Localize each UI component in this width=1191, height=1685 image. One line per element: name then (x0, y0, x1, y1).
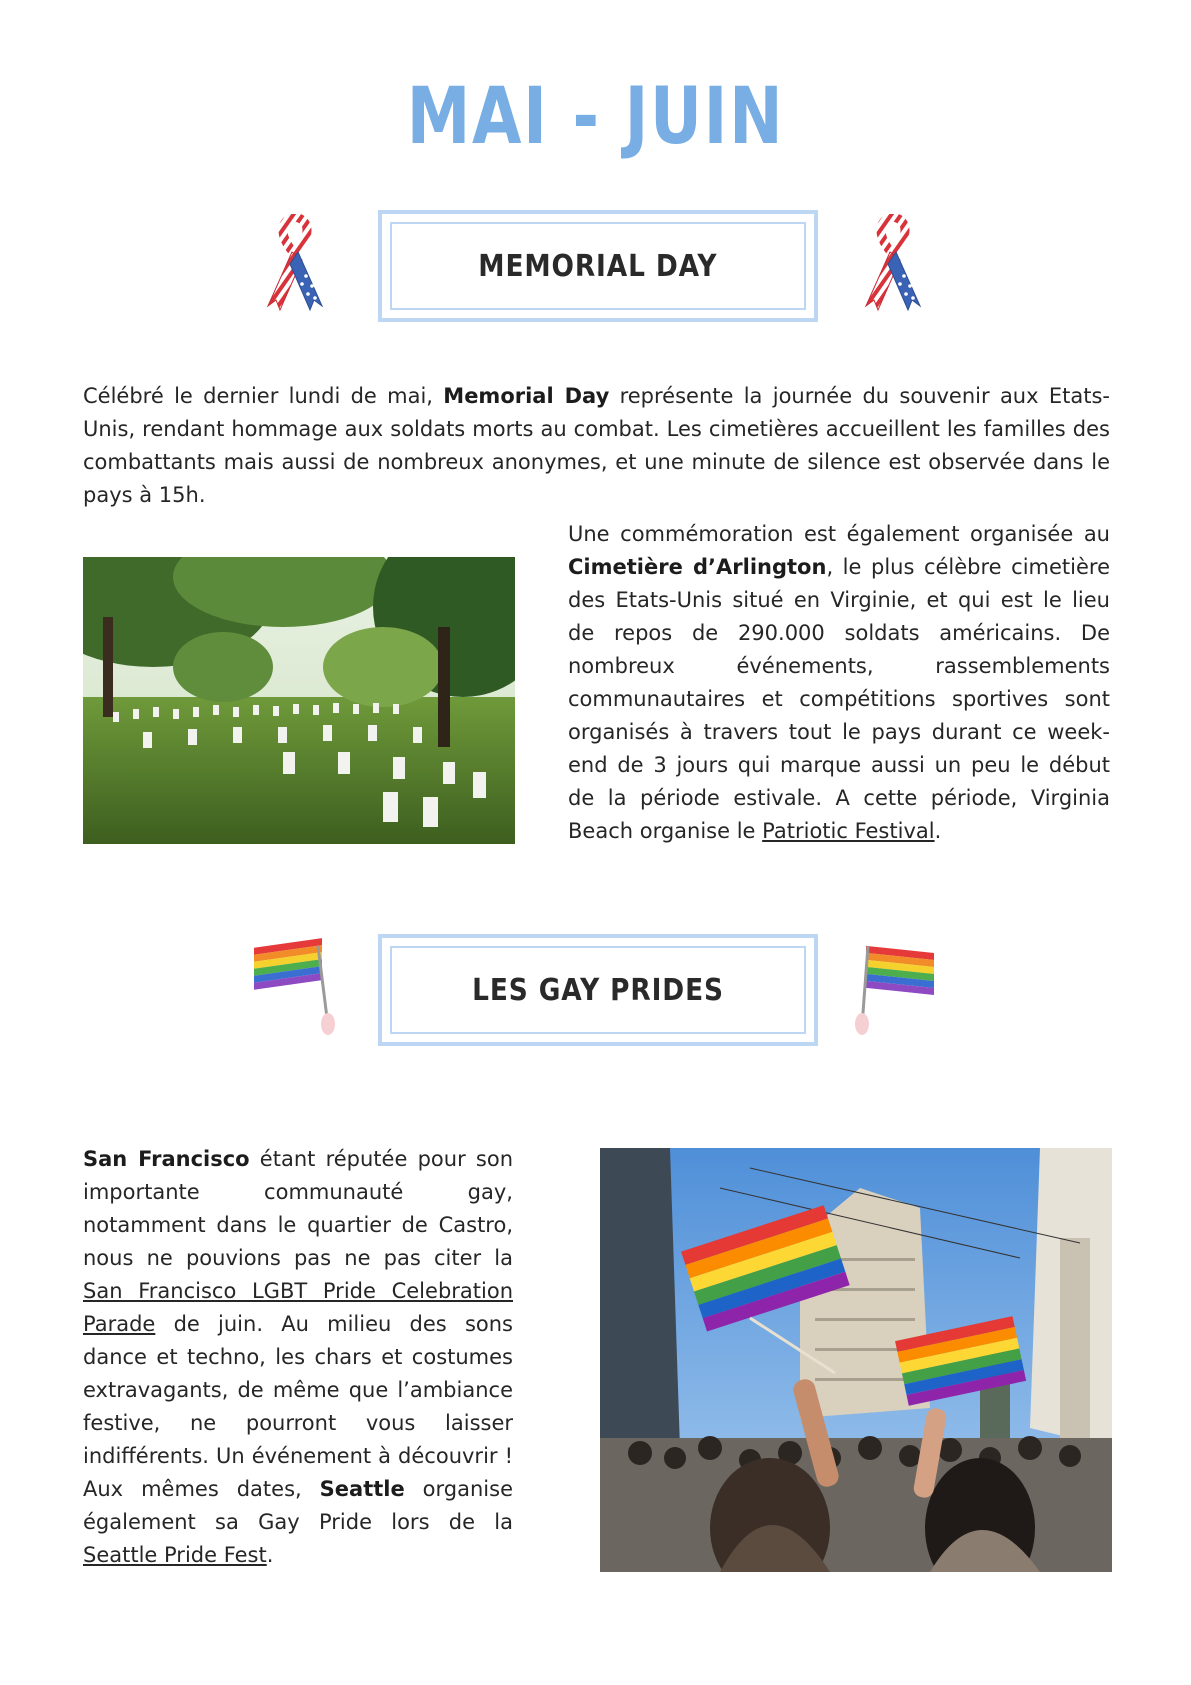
patriotic-festival-link[interactable]: Patriotic Festival (762, 819, 935, 843)
rainbow-flag-icon (848, 938, 938, 1038)
seattle-bold: Seattle (319, 1477, 405, 1501)
pride-parade-photo (600, 1148, 1112, 1572)
memorial-day-heading: MEMORIAL DAY (478, 248, 718, 284)
arlington-bold: Cimetière d’Arlington (568, 555, 827, 579)
ribbon-icon (860, 214, 926, 314)
seattle-pride-fest-link[interactable]: Seattle Pride Fest (83, 1543, 267, 1567)
memorial-day-heading-box (378, 210, 818, 322)
rainbow-flag-icon (252, 938, 342, 1038)
memorial-day-bold: Memorial Day (443, 384, 610, 408)
gay-prides-heading-box (378, 934, 818, 1046)
arlington-cemetery-photo (83, 557, 515, 844)
memorial-body-paragraph: Une commémoration est également organisée au Cimetière d’Arlington, le plus célèbre cimetière des Etats-Unis situé en Virginie, et qui est le lieu de repos de 290.000 soldats américains. De nombreux événements, rassemblements communautaires et compétitions sportives sont organisés à travers tout le pays durant ce week-end de 3 jours qui marque aussi un peu le début de la période estivale. A cette période, Virginia Beach organise le Patriotic Festival. (568, 522, 1111, 843)
page-title: MAI - JUIN (406, 72, 785, 162)
san-francisco-bold: San Francisco (83, 1147, 250, 1171)
sf-pride-parade-link[interactable]: San Francisco LGBT Pride Celebration Parade (83, 1279, 513, 1336)
memorial-intro-paragraph: Célébré le dernier lundi de mai, Memorial Day représente la journée du souvenir aux Etats-Unis, rendant hommage aux soldats morts au combat. Les cimetières accueillent les familles des combattants mais aussi de nombreux anonymes, et une minute de silence est observée dans le pays à 15h. (83, 384, 1110, 507)
pride-paragraph: San Francisco étant réputée pour son importante communauté gay, notamment dans le quartier de Castro, nous ne pouvions pas ne pas citer la San Francisco LGBT Pride Celebration Parade de juin. Au milieu des sons dance et techno, les chars et costumes extravagants, de même que l’ambiance festive, ne pourront vous laisser indifférents. Un événement à découvrir ! Aux mêmes dates, Seattle organise également sa Gay Pride lors de la Seattle Pride Fest. (83, 1147, 513, 1567)
gay-prides-heading: LES GAY PRIDES (472, 972, 724, 1008)
ribbon-icon (262, 214, 328, 314)
